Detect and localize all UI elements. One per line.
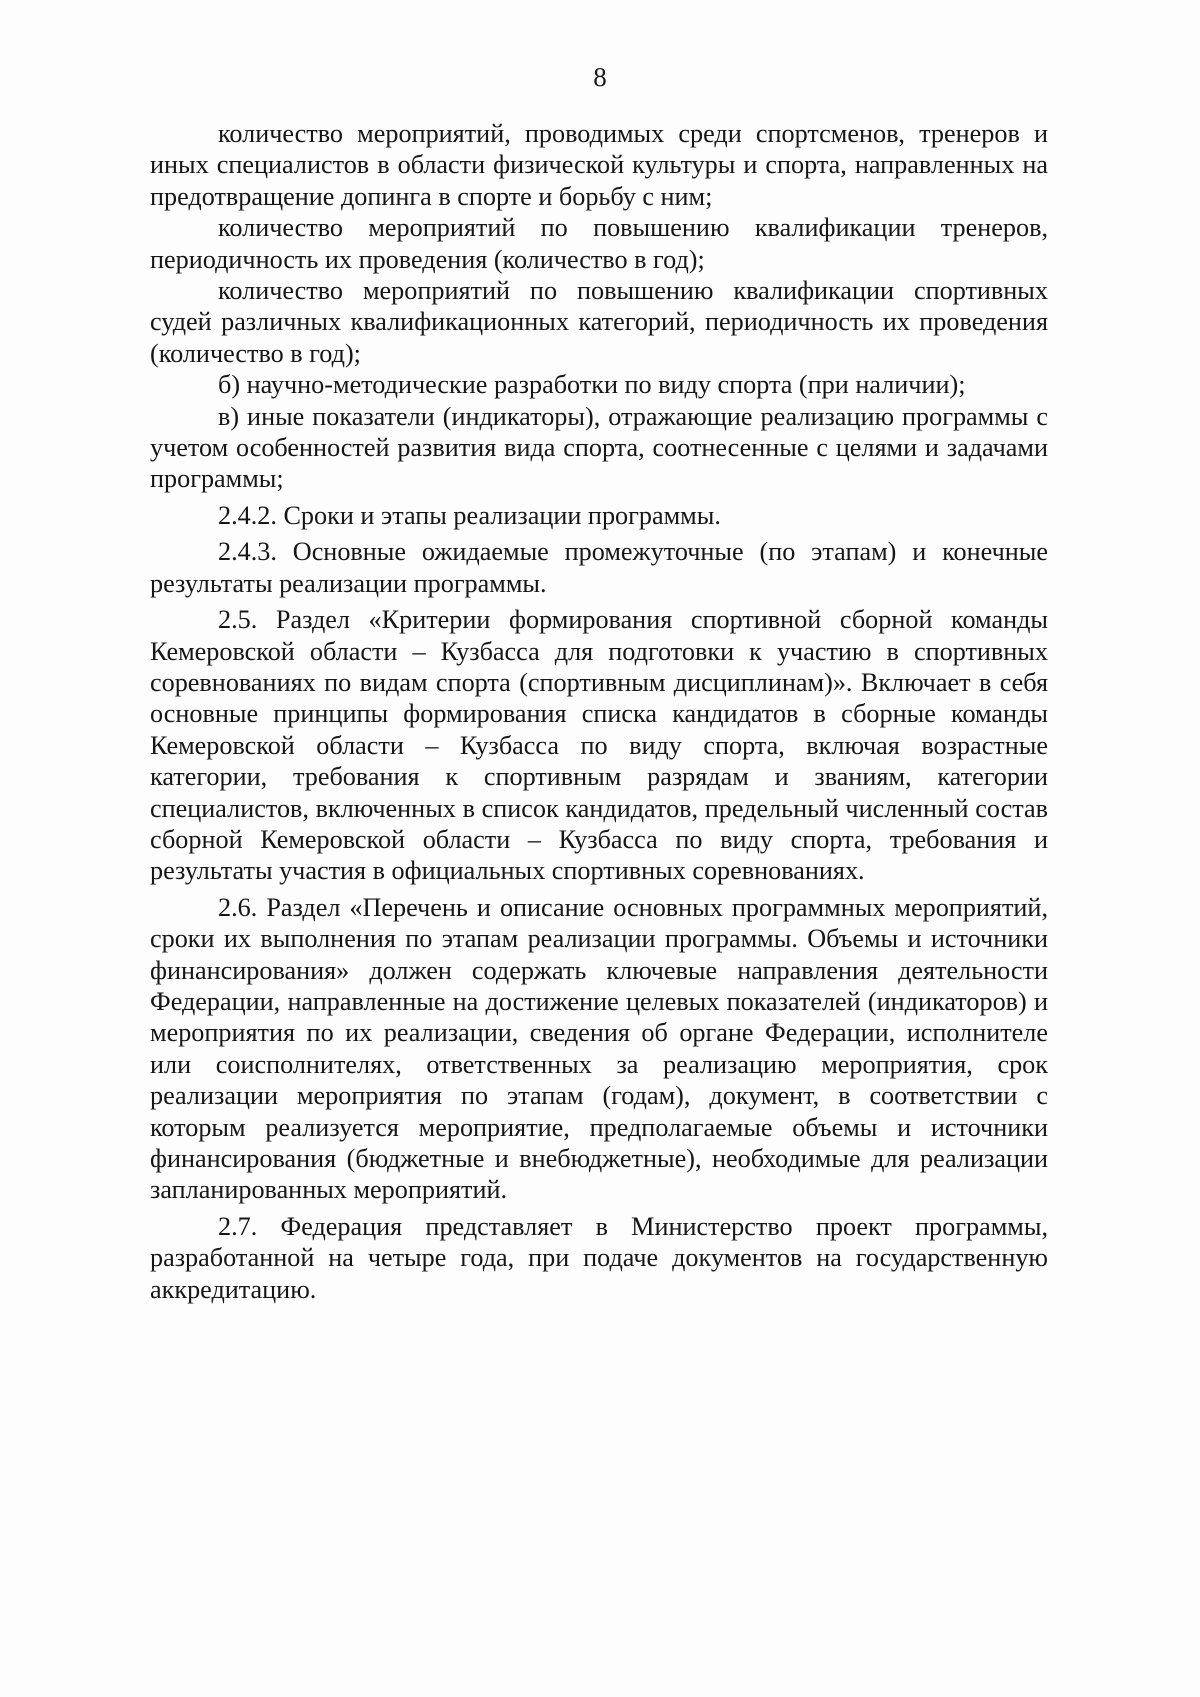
paragraph-2-7: 2.7. Федерация представляет в Министерство проект программы, разработанной на четыре года, при подаче документов на государственную аккредитацию. xyxy=(150,1211,1048,1304)
paragraph-other-indicators: в) иные показатели (индикаторы), отражающие реализацию программы с учетом особенностей развития вида спорта, соотнесенные с целями и задачами программы; xyxy=(150,401,1048,494)
document-body xyxy=(150,118,1048,1305)
paragraph-2-4-2: 2.4.2. Сроки и этапы реализации программы. xyxy=(218,500,721,530)
paragraph-antidoping-events: количество мероприятий, проводимых среди спортсменов, тренеров и иных специалистов в области физической культуры и спорта, направленных на предотвращение допинга в спорте и борьбу с ним; xyxy=(150,119,1048,211)
paragraph-referee-training: количество мероприятий по повышению квалификации спортивных судей различных квалификационных категорий, периодичность их проведения (количество в год); xyxy=(150,276,1048,368)
paragraph-methodology: б) научно-методические разработки по виду спорта (при наличии); xyxy=(218,370,966,400)
paragraph-2-6: 2.6. Раздел «Перечень и описание основных программных мероприятий, сроки их выполнения по этапам реализации программы. Объемы и источники финансирования» должен содержать ключевые направления деятельности Федерации, направленные на достижение целевых показателей (индикаторов) и мероприятия по их реализации, сведения об органе Федерации, исполнителе или соисполнителях, ответственных за реализацию мероприятия, срок реализации мероприятия по этапам (годам), документ, в соответствии с которым реализуется мероприятие, предполагаемые объемы и источники финансирования (бюджетные и внебюджетные), необходимые для реализации запланированных мероприятий. xyxy=(150,892,1048,1205)
paragraph-2-4-3: 2.4.3. Основные ожидаемые промежуточные (по этапам) и конечные результаты реализации программы. xyxy=(150,537,1048,598)
paragraph-coach-training: количество мероприятий по повышению квалификации тренеров, периодичность их проведения (количество в год); xyxy=(150,213,1048,274)
page-number: 8 xyxy=(593,62,607,92)
paragraph-2-5: 2.5. Раздел «Критерии формирования спортивной сборной команды Кемеровской области – Кузбасса для подготовки к участию в спортивных соревнованиях по видам спорта (спортивным дисциплинам)». Включает в себя основные принципы формирования списка кандидатов в сборные команды Кемеровской области – Кузбасса по виду спорта, включая возрастные категории, требования к спортивным разрядам и званиям, категории специалистов, включенных в список кандидатов, предельный численный состав сборной Кемеровской области – Кузбасса по виду спорта, требования и результаты участия в официальных спортивных соревнованиях. xyxy=(150,605,1048,886)
